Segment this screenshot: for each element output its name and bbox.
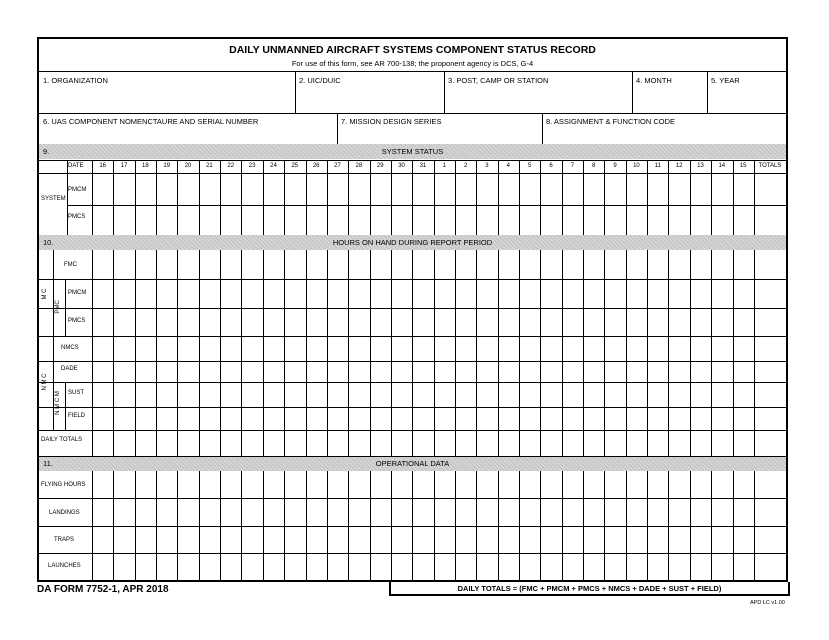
date-header-5: 5 bbox=[528, 163, 532, 169]
uic-field[interactable]: 2. UIC/DUIC bbox=[299, 76, 341, 85]
date-header-7: 7 bbox=[570, 163, 575, 169]
date-header-3: 3 bbox=[485, 163, 489, 169]
date-header-11: 11 bbox=[654, 163, 661, 169]
date-header-27: 27 bbox=[334, 163, 341, 169]
flying-hours-label: FLYING HOURS bbox=[41, 482, 86, 488]
section-9-title: SYSTEM STATUS bbox=[381, 147, 444, 156]
date-header-20: 20 bbox=[184, 163, 192, 169]
form-title: DAILY UNMANNED AIRCRAFT SYSTEMS COMPONENT STATUS RECORD bbox=[229, 44, 596, 56]
traps-label: TRAPS bbox=[54, 537, 75, 543]
nmc-label: N M C bbox=[42, 373, 48, 391]
section-11-number: 11. bbox=[43, 459, 53, 468]
fmc-label: FMC bbox=[64, 262, 77, 268]
date-header-26: 26 bbox=[312, 163, 320, 169]
system-label: SYSTEM bbox=[41, 196, 66, 202]
date-header-21: 21 bbox=[206, 163, 213, 169]
date-header-9: 9 bbox=[613, 163, 617, 169]
section-10-title: HOURS ON HAND DURING REPORT PERIOD bbox=[332, 238, 493, 247]
component-field[interactable]: 6. UAS COMPONENT NOMENCTAURE AND SERIAL NUMBER bbox=[43, 117, 259, 126]
form-frame bbox=[37, 37, 788, 582]
year-field[interactable]: 5. YEAR bbox=[711, 76, 740, 85]
date-header-14: 14 bbox=[718, 163, 726, 169]
date-header-25: 25 bbox=[291, 163, 299, 169]
totals-header: TOTALS bbox=[758, 163, 782, 169]
post-field[interactable]: 3. POST, CAMP OR STATION bbox=[448, 76, 549, 85]
date-header-24: 24 bbox=[270, 163, 277, 169]
date-header-12: 12 bbox=[675, 163, 683, 169]
pmc-label: PMC bbox=[55, 300, 61, 314]
date-header-23: 23 bbox=[248, 163, 256, 169]
date-header-4: 4 bbox=[506, 163, 510, 169]
date-header-2: 2 bbox=[463, 163, 468, 169]
date-header-28: 28 bbox=[355, 163, 363, 169]
section-11-title: OPERATIONAL DATA bbox=[375, 459, 450, 468]
date-header-1: 1 bbox=[442, 163, 446, 169]
organization-field[interactable]: 1. ORGANIZATION bbox=[43, 76, 108, 85]
assignment-field[interactable]: 8. ASSIGNMENT & FUNCTION CODE bbox=[546, 117, 676, 126]
form-number: DA FORM 7752-1, APR 2018 bbox=[37, 584, 169, 595]
date-label: DATE bbox=[68, 163, 84, 169]
daily-totals-label: DAILY TOTALS bbox=[41, 437, 83, 443]
date-header-22: 22 bbox=[227, 163, 235, 169]
field-label: FIELD bbox=[68, 413, 86, 419]
section-11-header bbox=[39, 456, 786, 471]
pmcm-label-10: PMCM bbox=[68, 290, 87, 296]
landings-label: LANDINGS bbox=[49, 510, 80, 516]
nmcs-label: NMCS bbox=[61, 345, 79, 351]
date-header-13: 13 bbox=[697, 163, 704, 169]
date-header-10: 10 bbox=[633, 163, 640, 169]
mc-label: M C bbox=[42, 288, 48, 300]
mission-field[interactable]: 7. MISSION DESIGN SERIES bbox=[341, 117, 442, 126]
pmcs-label-9: PMCS bbox=[68, 214, 86, 220]
date-header-30: 30 bbox=[398, 163, 405, 169]
date-header-6: 6 bbox=[549, 163, 553, 169]
section-10-number: 10. bbox=[43, 238, 54, 247]
date-header-15: 15 bbox=[739, 163, 747, 169]
date-header-19: 19 bbox=[163, 163, 171, 169]
date-header-18: 18 bbox=[142, 163, 149, 169]
version-label: APD LC v1.00 bbox=[750, 600, 785, 606]
date-header-31: 31 bbox=[419, 163, 427, 169]
nmcm-label: N M C M bbox=[55, 391, 61, 415]
form-subtitle: For use of this form, see AR 700-138; the proponent agency is DCS, G-4 bbox=[291, 59, 534, 68]
date-header-16: 16 bbox=[99, 163, 107, 169]
section-9-number: 9. bbox=[43, 147, 50, 156]
pmcm-label-9: PMCM bbox=[68, 187, 87, 193]
date-header-8: 8 bbox=[592, 163, 596, 169]
sust-label: SUST bbox=[68, 390, 85, 396]
daily-totals-formula: DAILY TOTALS = (FMC + PMCM + PMCS + NMCS + DADE + SUST + FIELD) bbox=[389, 582, 790, 596]
date-header-29: 29 bbox=[376, 163, 384, 169]
month-field[interactable]: 4. MONTH bbox=[636, 76, 672, 85]
section-9-header bbox=[39, 144, 786, 159]
dade-label: DADE bbox=[61, 366, 78, 372]
pmcs-label-10: PMCS bbox=[68, 318, 86, 324]
section-10-header bbox=[39, 235, 786, 250]
date-header-17: 17 bbox=[120, 163, 128, 169]
launches-label: LAUNCHES bbox=[48, 563, 81, 569]
